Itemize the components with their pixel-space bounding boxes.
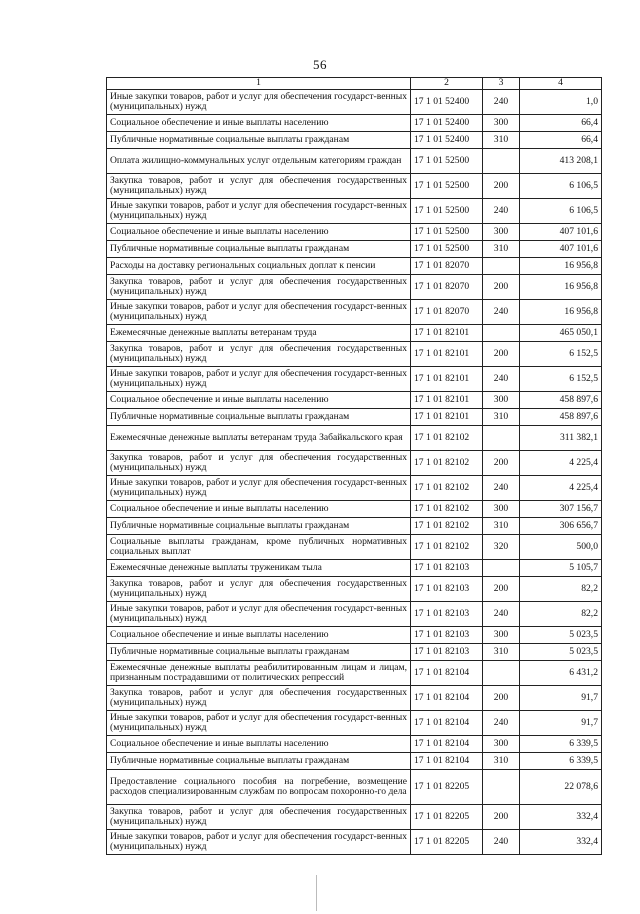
row-expense-type: 240 (483, 711, 520, 736)
row-amount: 332,4 (520, 830, 602, 855)
table-row (107, 602, 602, 627)
row-name: Иные закупки товаров, работ и услуг для обеспечения государст-венных (муниципальных) нужд (107, 830, 411, 855)
table-row (107, 830, 602, 855)
row-name: Закупка товаров, работ и услуг для обеспечения государственных (муниципальных) нужд (107, 174, 411, 199)
row-amount: 91,7 (520, 711, 602, 736)
row-name: Иные закупки товаров, работ и услуг для обеспечения государст-венных (муниципальных) нужд (107, 367, 411, 392)
row-expense-type (483, 661, 520, 686)
row-expense-type: 240 (483, 830, 520, 855)
row-name: Социальное обеспечение и иные выплаты населению (107, 224, 411, 241)
row-amount: 66,4 (520, 132, 602, 149)
row-amount: 5 023,5 (520, 644, 602, 661)
row-expense-type: 240 (483, 300, 520, 325)
row-amount: 6 106,5 (520, 174, 602, 199)
row-expense-type: 200 (483, 451, 520, 476)
table-row (107, 501, 602, 518)
row-name: Закупка товаров, работ и услуг для обеспечения государственных (муниципальных) нужд (107, 686, 411, 711)
row-code: 17 1 01 82102 (411, 476, 483, 501)
table-row (107, 241, 602, 258)
table-row (107, 770, 602, 805)
row-expense-type (483, 325, 520, 342)
table-row (107, 90, 602, 115)
row-amount: 332,4 (520, 805, 602, 830)
row-amount: 16 956,8 (520, 275, 602, 300)
row-code: 17 1 01 82104 (411, 753, 483, 770)
row-amount: 311 382,1 (520, 426, 602, 451)
row-expense-type: 240 (483, 602, 520, 627)
row-name: Ежемесячные денежные выплаты труженикам тыла (107, 560, 411, 577)
row-name: Социальные выплаты гражданам, кроме публичных нормативных социальных выплат (107, 535, 411, 560)
table-row (107, 149, 602, 174)
budget-table (106, 77, 602, 855)
row-name: Публичные нормативные социальные выплаты гражданам (107, 753, 411, 770)
row-code: 17 1 01 82101 (411, 409, 483, 426)
row-code: 17 1 01 82102 (411, 518, 483, 535)
row-name: Публичные нормативные социальные выплаты гражданам (107, 241, 411, 258)
row-name: Закупка товаров, работ и услуг для обеспечения государственных (муниципальных) нужд (107, 577, 411, 602)
row-name: Публичные нормативные социальные выплаты гражданам (107, 132, 411, 149)
table-row (107, 476, 602, 501)
row-code: 17 1 01 82205 (411, 830, 483, 855)
row-code: 17 1 01 82103 (411, 644, 483, 661)
table-row (107, 577, 602, 602)
row-amount: 6 152,5 (520, 342, 602, 367)
row-code: 17 1 01 82102 (411, 501, 483, 518)
row-code: 17 1 01 82103 (411, 560, 483, 577)
table-row (107, 115, 602, 132)
table-row (107, 736, 602, 753)
table-row (107, 686, 602, 711)
row-code: 17 1 01 82102 (411, 426, 483, 451)
row-name: Ежемесячные денежные выплаты реабилитированным лицам и лицам, признанным пострадавшими от политических репрессий (107, 661, 411, 686)
table-row (107, 300, 602, 325)
row-code: 17 1 01 82205 (411, 770, 483, 805)
table-row (107, 392, 602, 409)
column-header-name: 1 (107, 78, 411, 90)
page-number: 56 (313, 57, 327, 72)
row-amount: 407 101,6 (520, 241, 602, 258)
row-code: 17 1 01 52400 (411, 90, 483, 115)
row-amount: 307 156,7 (520, 501, 602, 518)
column-header-code: 2 (411, 78, 483, 90)
row-amount: 458 897,6 (520, 409, 602, 426)
row-code: 17 1 01 82104 (411, 686, 483, 711)
row-expense-type: 240 (483, 90, 520, 115)
row-expense-type: 300 (483, 224, 520, 241)
row-code: 17 1 01 82103 (411, 577, 483, 602)
row-name: Закупка товаров, работ и услуг для обеспечения государственных (муниципальных) нужд (107, 275, 411, 300)
table-row (107, 367, 602, 392)
row-expense-type: 240 (483, 476, 520, 501)
row-code: 17 1 01 82103 (411, 602, 483, 627)
row-code: 17 1 01 82101 (411, 342, 483, 367)
table-row (107, 535, 602, 560)
row-expense-type: 310 (483, 644, 520, 661)
row-expense-type: 240 (483, 199, 520, 224)
table-row (107, 426, 602, 451)
row-amount: 5 023,5 (520, 627, 602, 644)
row-code: 17 1 01 52500 (411, 149, 483, 174)
row-expense-type (483, 770, 520, 805)
row-expense-type: 300 (483, 501, 520, 518)
row-code: 17 1 01 52500 (411, 174, 483, 199)
row-expense-type: 300 (483, 115, 520, 132)
row-expense-type: 200 (483, 805, 520, 830)
row-amount: 22 078,6 (520, 770, 602, 805)
row-expense-type: 240 (483, 367, 520, 392)
table-header-row (107, 78, 602, 90)
row-name: Закупка товаров, работ и услуг для обеспечения государственных (муниципальных) нужд (107, 805, 411, 830)
table-body (107, 90, 602, 855)
table-row (107, 342, 602, 367)
table-row (107, 224, 602, 241)
row-name: Иные закупки товаров, работ и услуг для обеспечения государст-венных (муниципальных) нужд (107, 602, 411, 627)
row-code: 17 1 01 82104 (411, 711, 483, 736)
row-amount: 6 339,5 (520, 753, 602, 770)
row-amount: 91,7 (520, 686, 602, 711)
row-code: 17 1 01 82104 (411, 736, 483, 753)
row-name: Иные закупки товаров, работ и услуг для обеспечения государст-венных (муниципальных) нужд (107, 476, 411, 501)
row-code: 17 1 01 82102 (411, 451, 483, 476)
row-expense-type: 200 (483, 686, 520, 711)
row-code: 17 1 01 82101 (411, 392, 483, 409)
row-amount: 500,0 (520, 535, 602, 560)
row-amount: 6 339,5 (520, 736, 602, 753)
scan-artifact-line (316, 875, 318, 911)
row-name: Публичные нормативные социальные выплаты гражданам (107, 644, 411, 661)
row-expense-type: 200 (483, 577, 520, 602)
row-expense-type: 310 (483, 132, 520, 149)
row-code: 17 1 01 82205 (411, 805, 483, 830)
row-code: 17 1 01 52400 (411, 132, 483, 149)
row-name: Иные закупки товаров, работ и услуг для обеспечения государст-венных (муниципальных) нужд (107, 711, 411, 736)
row-code: 17 1 01 82104 (411, 661, 483, 686)
table-row (107, 711, 602, 736)
row-name: Публичные нормативные социальные выплаты гражданам (107, 518, 411, 535)
row-code: 17 1 01 52500 (411, 224, 483, 241)
table-row (107, 275, 602, 300)
row-amount: 6 106,5 (520, 199, 602, 224)
row-code: 17 1 01 82102 (411, 535, 483, 560)
row-name: Предоставление социального пособия на погребение, возмещение расходов специализированным службам по вопросам похоронно-го дела (107, 770, 411, 805)
row-expense-type (483, 426, 520, 451)
row-code: 17 1 01 82070 (411, 300, 483, 325)
row-name: Ежемесячные денежные выплаты ветеранам труда (107, 325, 411, 342)
row-code: 17 1 01 82101 (411, 367, 483, 392)
row-amount: 5 105,7 (520, 560, 602, 577)
table-row (107, 132, 602, 149)
row-name: Социальное обеспечение и иные выплаты населению (107, 115, 411, 132)
row-expense-type: 300 (483, 627, 520, 644)
row-amount: 1,0 (520, 90, 602, 115)
row-amount: 66,4 (520, 115, 602, 132)
row-name: Ежемесячные денежные выплаты ветеранам труда Забайкальского края (107, 426, 411, 451)
row-name: Социальное обеспечение и иные выплаты населению (107, 501, 411, 518)
row-amount: 413 208,1 (520, 149, 602, 174)
row-name: Иные закупки товаров, работ и услуг для обеспечения государст-венных (муниципальных) нужд (107, 199, 411, 224)
row-expense-type: 200 (483, 275, 520, 300)
table-row (107, 627, 602, 644)
row-amount: 82,2 (520, 577, 602, 602)
row-name: Закупка товаров, работ и услуг для обеспечения государственных (муниципальных) нужд (107, 451, 411, 476)
row-amount: 4 225,4 (520, 451, 602, 476)
row-name: Социальное обеспечение и иные выплаты населению (107, 627, 411, 644)
column-header-amount: 4 (520, 78, 602, 90)
table-row (107, 451, 602, 476)
row-expense-type (483, 258, 520, 275)
row-amount: 6 431,2 (520, 661, 602, 686)
table-row (107, 518, 602, 535)
table-row (107, 258, 602, 275)
row-amount: 6 152,5 (520, 367, 602, 392)
row-amount: 82,2 (520, 602, 602, 627)
row-code: 17 1 01 52500 (411, 241, 483, 258)
row-expense-type: 320 (483, 535, 520, 560)
column-header-expense-type: 3 (483, 78, 520, 90)
row-code: 17 1 01 52400 (411, 115, 483, 132)
row-name: Закупка товаров, работ и услуг для обеспечения государственных (муниципальных) нужд (107, 342, 411, 367)
row-expense-type: 310 (483, 753, 520, 770)
row-name: Оплата жилищно-коммунальных услуг отдельным категориям граждан (107, 149, 411, 174)
row-name: Иные закупки товаров, работ и услуг для обеспечения государст-венных (муниципальных) нужд (107, 90, 411, 115)
row-name: Публичные нормативные социальные выплаты гражданам (107, 409, 411, 426)
table-row (107, 174, 602, 199)
row-code: 17 1 01 52500 (411, 199, 483, 224)
row-name: Иные закупки товаров, работ и услуг для обеспечения государст-венных (муниципальных) нужд (107, 300, 411, 325)
table-row (107, 560, 602, 577)
table-row (107, 661, 602, 686)
table-row (107, 753, 602, 770)
row-name: Расходы на доставку региональных социальных доплат к пенсии (107, 258, 411, 275)
row-code: 17 1 01 82103 (411, 627, 483, 644)
row-amount: 465 050,1 (520, 325, 602, 342)
row-expense-type: 200 (483, 342, 520, 367)
row-expense-type (483, 149, 520, 174)
row-expense-type: 310 (483, 409, 520, 426)
row-expense-type: 300 (483, 736, 520, 753)
table-row (107, 805, 602, 830)
row-expense-type: 310 (483, 518, 520, 535)
table-row (107, 325, 602, 342)
table-row (107, 409, 602, 426)
row-amount: 16 956,8 (520, 258, 602, 275)
row-amount: 458 897,6 (520, 392, 602, 409)
row-amount: 16 956,8 (520, 300, 602, 325)
row-expense-type: 310 (483, 241, 520, 258)
row-amount: 4 225,4 (520, 476, 602, 501)
row-expense-type: 200 (483, 174, 520, 199)
row-expense-type (483, 560, 520, 577)
row-code: 17 1 01 82101 (411, 325, 483, 342)
row-name: Социальное обеспечение и иные выплаты населению (107, 392, 411, 409)
table-row (107, 644, 602, 661)
row-name: Социальное обеспечение и иные выплаты населению (107, 736, 411, 753)
table-row (107, 199, 602, 224)
row-expense-type: 300 (483, 392, 520, 409)
row-amount: 407 101,6 (520, 224, 602, 241)
row-amount: 306 656,7 (520, 518, 602, 535)
row-code: 17 1 01 82070 (411, 275, 483, 300)
row-code: 17 1 01 82070 (411, 258, 483, 275)
